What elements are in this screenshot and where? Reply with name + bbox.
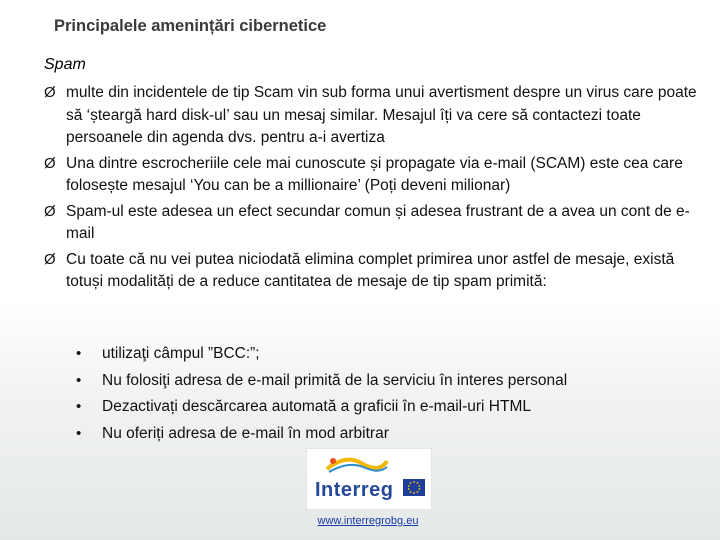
arrow-bullet-icon: Ø <box>44 154 56 172</box>
sub-bullet-item <box>76 343 696 365</box>
section-subtitle: Spam <box>44 56 86 73</box>
main-bullet-list <box>44 82 704 297</box>
bullet-text: Cu toate că nu vei putea niciodată elimina complet primirea unor astfel de mesaje, există totuși modalități de a reduce cantitatea de mesaje de tip spam primită: <box>66 250 675 290</box>
arrow-bullet-icon: Ø <box>44 250 56 268</box>
logo-wave-icon <box>325 453 389 475</box>
arrow-bullet-icon: Ø <box>44 202 56 220</box>
bullet-text: Spam-ul este adesea un efect secundar comun și adesea frustrant de a avea un cont de e-mail <box>66 202 690 242</box>
sub-bullet-text: Nu oferiți adresa de e-mail în mod arbitrar <box>102 424 389 442</box>
sub-bullet-text: Nu folosiţi adresa de e-mail primită de la serviciu în interes personal <box>102 371 568 389</box>
bullet-text: Una dintre escrocheriile cele mai cunoscute și propagate via e-mail (SCAM) este cea care folosește mesajul ‘You can be a millionaire’ (Poți deveni milionar) <box>66 154 683 194</box>
eu-flag-icon <box>403 479 425 496</box>
arrow-bullet-icon: Ø <box>44 84 56 101</box>
bullet-item <box>44 201 704 246</box>
sub-bullet-text: utilizaţi câmpul ”BCC:”; <box>102 345 260 362</box>
bullet-text: multe din incidentele de tip Scam vin sub forma unui avertisment despre un virus care poate să ‘șteargă hard disk-ul’ sau un mesaj similar. Mesajul îți va cere să contactezi toate persoanele din agenda dvs. pentru a-i avertiza <box>66 84 697 146</box>
logo-wordmark: Interreg <box>315 479 394 501</box>
sub-bullet-text: Dezactivați descărcarea automată a graficii în e-mail-uri HTML <box>102 398 531 415</box>
sub-bullet-list <box>76 343 696 449</box>
dot-bullet-icon: • <box>76 398 82 415</box>
dot-bullet-icon: • <box>76 345 82 362</box>
slide-title: Principalele amenințări cibernetice <box>54 17 327 35</box>
sub-bullet-item <box>76 396 696 418</box>
bullet-item <box>44 82 704 150</box>
interreg-logo <box>306 448 432 510</box>
bullet-item <box>44 249 704 294</box>
sub-bullet-item <box>76 370 696 392</box>
sub-bullet-item <box>76 423 696 445</box>
bullet-item <box>44 153 704 198</box>
website-link[interactable]: www.interregrobg.eu <box>317 515 419 527</box>
dot-bullet-icon: • <box>76 371 82 389</box>
dot-bullet-icon: • <box>76 424 82 442</box>
